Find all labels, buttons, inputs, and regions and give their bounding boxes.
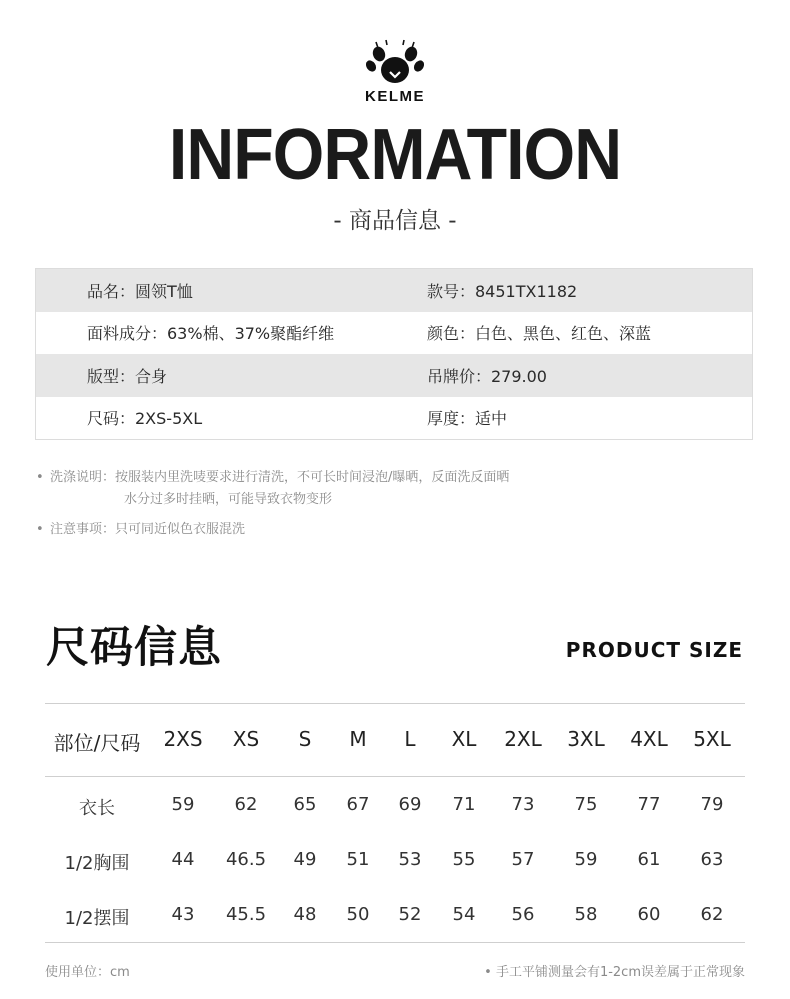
header-cell: 5XL xyxy=(693,727,731,751)
table-cell: 52 xyxy=(398,904,422,925)
page-title: INFORMATION xyxy=(168,115,622,195)
header-cell: L xyxy=(404,727,416,751)
table-cell: 53 xyxy=(398,849,422,870)
table-cell: 44 xyxy=(171,849,195,870)
table-cell: 79 xyxy=(700,794,724,815)
table-cell: 59 xyxy=(171,794,195,815)
table-cell: 50 xyxy=(346,904,370,925)
table-cell: 57 xyxy=(511,849,535,870)
table-cell: 58 xyxy=(574,904,598,925)
size-table-header xyxy=(45,727,745,757)
row-label: 衣长 xyxy=(79,798,115,819)
brand-logo xyxy=(0,36,790,105)
header-cell: 3XL xyxy=(567,727,605,751)
header-cell: 部位/尺码 xyxy=(53,731,141,755)
info-cell: 尺码：2XS-5XL xyxy=(87,409,203,429)
table-cell: 73 xyxy=(511,794,535,815)
table-cell: 60 xyxy=(637,904,661,925)
info-cell: 颜色：白色、黑色、红色、深蓝 xyxy=(427,324,652,344)
table-row xyxy=(45,794,745,824)
table-row xyxy=(45,904,745,934)
header-cell: XS xyxy=(232,727,260,751)
table-cell: 49 xyxy=(293,849,317,870)
product-info-table xyxy=(35,268,753,440)
row-label: 1/2摆围 xyxy=(64,908,130,929)
divider xyxy=(45,776,745,777)
info-cell: 品名：圆领T恤 xyxy=(87,281,193,301)
table-cell: 77 xyxy=(637,794,661,815)
table-cell: 51 xyxy=(346,849,370,870)
info-cell: 吊牌价：279.00 xyxy=(427,366,547,386)
table-cell: 67 xyxy=(346,794,370,815)
header-cell: M xyxy=(349,727,367,751)
brand-name: KELME xyxy=(365,88,425,105)
info-row xyxy=(36,312,752,355)
table-cell: 45.5 xyxy=(225,904,267,925)
care-note xyxy=(36,519,245,541)
table-cell: 54 xyxy=(452,904,476,925)
wash-text-line1: 按服装内里洗唛要求进行清洗，不可长时间浸泡/曝晒，反面洗反面晒 xyxy=(115,470,510,485)
table-cell: 69 xyxy=(398,794,422,815)
header-cell: S xyxy=(298,727,312,751)
table-cell: 65 xyxy=(293,794,317,815)
table-cell: 55 xyxy=(452,849,476,870)
header-cell: XL xyxy=(451,727,477,751)
wash-text-line2: 水分过多时挂晒，可能导致衣物变形 xyxy=(124,492,333,507)
info-cell: 面料成分：63%棉、37%聚酯纤维 xyxy=(87,324,335,344)
unit-note: 使用单位：cm xyxy=(45,965,130,980)
paw-icon xyxy=(366,36,424,86)
table-row xyxy=(45,849,745,879)
info-row xyxy=(36,269,752,312)
page-subtitle: - 商品信息 - xyxy=(333,208,457,234)
info-cell: 厚度：适中 xyxy=(427,409,508,429)
size-section-title-en: PRODUCT SIZE xyxy=(565,638,743,662)
table-cell: 71 xyxy=(452,794,476,815)
measurement-note: • 手工平铺测量会有1-2cm误差属于正常现象 xyxy=(484,965,745,980)
note-text: 只可同近似色衣服混洗 xyxy=(115,522,246,537)
divider xyxy=(45,942,745,943)
table-cell: 56 xyxy=(511,904,535,925)
info-cell: 款号：8451TX1182 xyxy=(427,281,578,301)
table-cell: 61 xyxy=(637,849,661,870)
note-label: 注意事项： xyxy=(50,522,116,537)
table-cell: 63 xyxy=(700,849,724,870)
divider xyxy=(45,703,745,704)
table-cell: 75 xyxy=(574,794,598,815)
table-cell: 62 xyxy=(700,904,724,925)
table-cell: 59 xyxy=(574,849,598,870)
wash-label: 洗涤说明： xyxy=(50,470,116,485)
bullet-icon: • xyxy=(36,470,44,485)
table-cell: 48 xyxy=(293,904,317,925)
row-label: 1/2胸围 xyxy=(64,853,130,874)
bullet-icon: • xyxy=(36,522,44,537)
table-cell: 46.5 xyxy=(225,849,267,870)
wash-instructions xyxy=(36,467,509,511)
header-cell: 4XL xyxy=(630,727,668,751)
info-cell: 版型：合身 xyxy=(87,366,168,386)
table-cell: 62 xyxy=(234,794,258,815)
size-section-title: 尺码信息 xyxy=(46,623,222,673)
table-cell: 43 xyxy=(171,904,195,925)
header-cell: 2XL xyxy=(504,727,542,751)
header-cell: 2XS xyxy=(163,727,203,751)
info-row xyxy=(36,354,752,397)
info-row xyxy=(36,397,752,440)
